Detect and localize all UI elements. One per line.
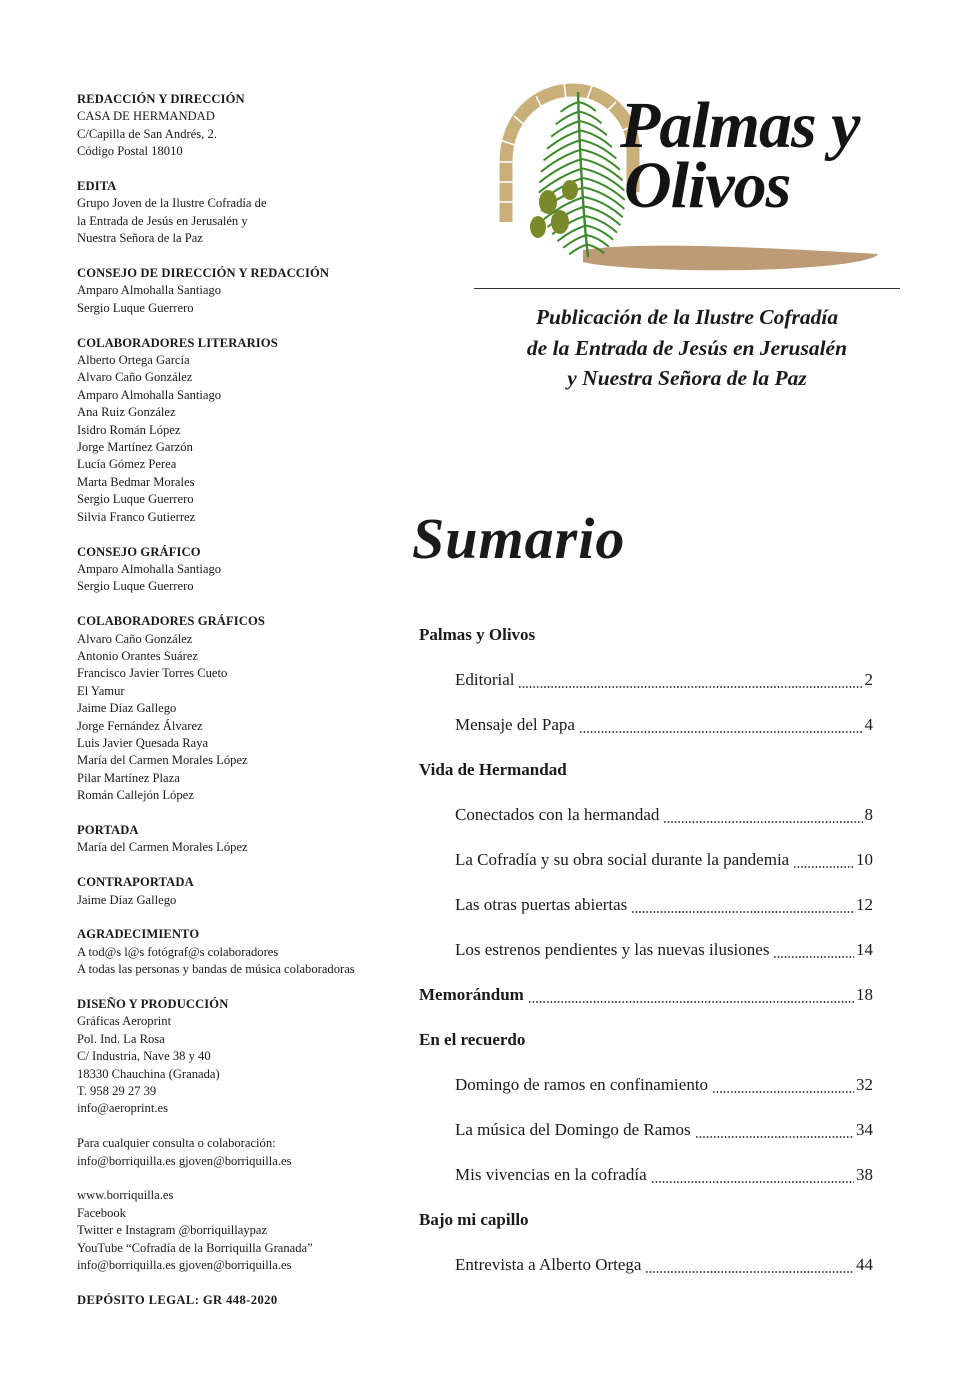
credit-section bbox=[77, 822, 397, 857]
toc-section-label: Palmas y Olivos bbox=[419, 624, 536, 644]
toc-entry-label: La música del Domingo de Ramos bbox=[455, 1119, 691, 1139]
toc-section bbox=[419, 1197, 873, 1242]
palm-frond-icon bbox=[578, 92, 588, 257]
logo-title-line1: Palmas y bbox=[620, 89, 860, 162]
credit-line: Lucía Gómez Perea bbox=[77, 457, 177, 472]
logo-title-line2: Olivos bbox=[624, 149, 791, 222]
toc-entry[interactable] bbox=[419, 1152, 873, 1197]
toc-leader-dots bbox=[793, 855, 854, 869]
credit-heading: EDITA bbox=[77, 179, 117, 194]
credit-line: El Yamur bbox=[77, 683, 125, 698]
credit-line: A tod@s l@s fotógraf@s colaboradores bbox=[77, 944, 279, 959]
logo-title bbox=[620, 89, 900, 222]
credit-line: Amparo Almohalla Santiago bbox=[77, 283, 222, 298]
credit-line: Román Callejón López bbox=[77, 788, 194, 803]
credit-section bbox=[77, 996, 397, 1118]
credit-line: Código Postal 18010 bbox=[77, 144, 183, 159]
credit-line: CASA DE HERMANDAD bbox=[77, 109, 215, 124]
credit-line: info@aeroprint.es bbox=[77, 1101, 168, 1116]
toc-entry-label: Mensaje del Papa bbox=[455, 714, 575, 734]
credit-section bbox=[77, 613, 397, 804]
credit-heading: AGRADECIMIENTO bbox=[77, 927, 200, 942]
contact-line: YouTube “Cofradía de la Borriquilla Granada” bbox=[77, 1240, 313, 1255]
contact-block bbox=[77, 1135, 397, 1170]
credit-heading: CONSEJO GRÁFICO bbox=[77, 544, 201, 559]
credit-line: la Entrada de Jesús en Jerusalén y bbox=[77, 213, 248, 228]
legal-deposit: DEPÓSITO LEGAL: GR 448-2020 bbox=[77, 1292, 278, 1307]
credit-line: 18330 Chauchina (Granada) bbox=[77, 1066, 220, 1081]
credit-section bbox=[77, 178, 397, 248]
toc-leader-dots bbox=[663, 810, 862, 824]
credit-line: C/ Industria, Nave 38 y 40 bbox=[77, 1049, 211, 1064]
toc-section bbox=[419, 612, 873, 657]
credit-line: Jorge Martínez Garzón bbox=[77, 440, 193, 455]
publication-subtitle bbox=[474, 302, 900, 394]
credit-section bbox=[77, 544, 397, 596]
subtitle-line: y Nuestra Señora de la Paz bbox=[567, 366, 807, 390]
credit-line: María del Carmen Morales López bbox=[77, 753, 248, 768]
toc-entry-label: La Cofradía y su obra social durante la pandemia bbox=[455, 849, 790, 869]
toc-entry-label: Domingo de ramos en confinamiento bbox=[455, 1074, 709, 1094]
credit-line: C/Capilla de San Andrés, 2. bbox=[77, 126, 217, 141]
credit-section bbox=[77, 874, 397, 909]
credit-section bbox=[77, 265, 397, 317]
toc-entry[interactable] bbox=[419, 837, 873, 882]
toc-section bbox=[419, 1017, 873, 1062]
credit-section bbox=[77, 91, 397, 161]
credit-line: Francisco Javier Torres Cueto bbox=[77, 666, 228, 681]
credit-line: Luis Javier Quesada Raya bbox=[77, 735, 209, 750]
toc-page-number: 18 bbox=[856, 984, 873, 1004]
toc-leader-dots bbox=[712, 1080, 854, 1094]
credit-line: Grupo Joven de la Ilustre Cofradía de bbox=[77, 196, 267, 211]
toc-entry[interactable] bbox=[419, 657, 873, 702]
credit-line: Silvia Franco Gutierrez bbox=[77, 509, 196, 524]
credit-line: Ana Ruiz González bbox=[77, 405, 176, 420]
credit-line: Marta Bedmar Morales bbox=[77, 474, 195, 489]
credit-line: María del Carmen Morales López bbox=[77, 840, 248, 855]
credit-heading: PORTADA bbox=[77, 822, 139, 837]
toc-entry-label: Conectados con la hermandad bbox=[455, 804, 660, 824]
contact-line: Para cualquier consulta o colaboración: bbox=[77, 1136, 276, 1151]
toc-entry[interactable] bbox=[419, 1107, 873, 1152]
toc-section-label: En el recuerdo bbox=[419, 1029, 526, 1049]
toc-entry[interactable] bbox=[419, 882, 873, 927]
toc-section-label: Bajo mi capillo bbox=[419, 1209, 529, 1229]
toc-section[interactable] bbox=[419, 972, 873, 1017]
toc-page-number: 14 bbox=[856, 939, 873, 959]
credit-section bbox=[77, 335, 397, 526]
credit-line: Alvaro Caño González bbox=[77, 631, 193, 646]
toc-entry-label: Los estrenos pendientes y las nuevas ilusiones bbox=[455, 939, 770, 959]
toc-leader-dots bbox=[651, 1170, 854, 1184]
credit-line: T. 958 29 27 39 bbox=[77, 1084, 157, 1099]
credit-line: Jorge Fernández Álvarez bbox=[77, 718, 203, 733]
toc-entry-label: Mis vivencias en la cofradía bbox=[455, 1164, 647, 1184]
subtitle-line: de la Entrada de Jesús en Jerusalén bbox=[526, 335, 848, 360]
credit-line: Alberto Ortega García bbox=[77, 353, 190, 368]
credit-line: Gráficas Aeroprint bbox=[77, 1014, 172, 1029]
toc-page-number: 10 bbox=[856, 849, 873, 869]
credit-line: Pol. Ind. La Rosa bbox=[77, 1031, 165, 1046]
toc-page-number: 44 bbox=[856, 1254, 873, 1274]
toc-page-number: 2 bbox=[864, 669, 873, 689]
toc-leader-dots bbox=[645, 1260, 854, 1274]
contact-line: Facebook bbox=[77, 1205, 126, 1220]
toc-leader-dots bbox=[579, 720, 863, 734]
credit-heading: CONSEJO DE DIRECCIÓN Y REDACCIÓN bbox=[77, 266, 330, 281]
toc-entry[interactable] bbox=[419, 792, 873, 837]
credit-line: Amparo Almohalla Santiago bbox=[77, 387, 222, 402]
credit-line: Sergio Luque Guerrero bbox=[77, 579, 194, 594]
toc-leader-dots bbox=[528, 990, 854, 1004]
table-of-contents bbox=[419, 612, 873, 1287]
toc-entry-label: Las otras puertas abiertas bbox=[455, 894, 628, 914]
credit-line: Pilar Martínez Plaza bbox=[77, 770, 180, 785]
toc-section-label: Memorándum bbox=[419, 984, 524, 1004]
toc-entry[interactable] bbox=[419, 702, 873, 747]
toc-page-number: 4 bbox=[864, 714, 873, 734]
olive-branch-icon bbox=[530, 180, 578, 238]
toc-leader-dots bbox=[773, 945, 854, 959]
contact-line: Twitter e Instagram @borriquillaypaz bbox=[77, 1223, 268, 1238]
credit-sections bbox=[77, 91, 397, 1118]
toc-page-number: 38 bbox=[856, 1164, 873, 1184]
credit-heading: COLABORADORES LITERARIOS bbox=[77, 335, 278, 350]
contact-line: info@borriquilla.es gjoven@borriquilla.es bbox=[77, 1258, 292, 1273]
toc-section bbox=[419, 747, 873, 792]
contact-line: www.borriquilla.es bbox=[77, 1188, 174, 1203]
toc-entry-label: Entrevista a Alberto Ortega bbox=[455, 1254, 642, 1274]
credit-line: Nuestra Señora de la Paz bbox=[77, 231, 203, 246]
brush-stroke-icon bbox=[583, 246, 878, 271]
credit-heading: CONTRAPORTADA bbox=[77, 875, 194, 890]
toc-entry[interactable] bbox=[419, 1242, 873, 1287]
credits-column bbox=[77, 91, 397, 1309]
credit-line: Jaime Díaz Gallego bbox=[77, 892, 177, 907]
toc-page-number: 34 bbox=[856, 1119, 873, 1139]
contact-line: info@borriquilla.es gjoven@borriquilla.es bbox=[77, 1153, 292, 1168]
contact-block bbox=[77, 1187, 397, 1274]
credit-line: Sergio Luque Guerrero bbox=[77, 492, 194, 507]
toc-section-label: Vida de Hermandad bbox=[419, 759, 567, 779]
toc-entry[interactable] bbox=[419, 1062, 873, 1107]
credit-heading: DISEÑO Y PRODUCCIÓN bbox=[77, 996, 229, 1011]
credit-section bbox=[77, 926, 397, 978]
sumario-title: Sumario bbox=[412, 506, 626, 571]
contact-blocks bbox=[77, 1135, 397, 1274]
toc-leader-dots bbox=[518, 675, 862, 689]
toc-page-number: 8 bbox=[864, 804, 873, 824]
credit-line: Antonio Orantes Suárez bbox=[77, 648, 199, 663]
toc-page-number: 32 bbox=[856, 1074, 873, 1094]
toc-leader-dots bbox=[695, 1125, 854, 1139]
toc-page-number: 12 bbox=[856, 894, 873, 914]
toc-leader-dots bbox=[631, 900, 854, 914]
credit-line: Sergio Luque Guerrero bbox=[77, 300, 194, 315]
credit-heading: COLABORADORES GRÁFICOS bbox=[77, 614, 265, 629]
toc-entry[interactable] bbox=[419, 927, 873, 972]
toc-entry-label: Editorial bbox=[455, 669, 515, 689]
subtitle-line: Publicación de la Ilustre Cofradía bbox=[535, 305, 839, 329]
credit-line: Jaime Díaz Gallego bbox=[77, 701, 177, 716]
credit-heading: REDACCIÓN Y DIRECCIÓN bbox=[77, 92, 245, 106]
credit-line: Amparo Almohalla Santiago bbox=[77, 561, 222, 576]
credit-line: A todas las personas y bandas de música colaboradoras bbox=[77, 962, 355, 977]
credit-line: Alvaro Caño González bbox=[77, 370, 193, 385]
credit-line: Isidro Román López bbox=[77, 422, 181, 437]
logo-divider bbox=[474, 288, 900, 289]
